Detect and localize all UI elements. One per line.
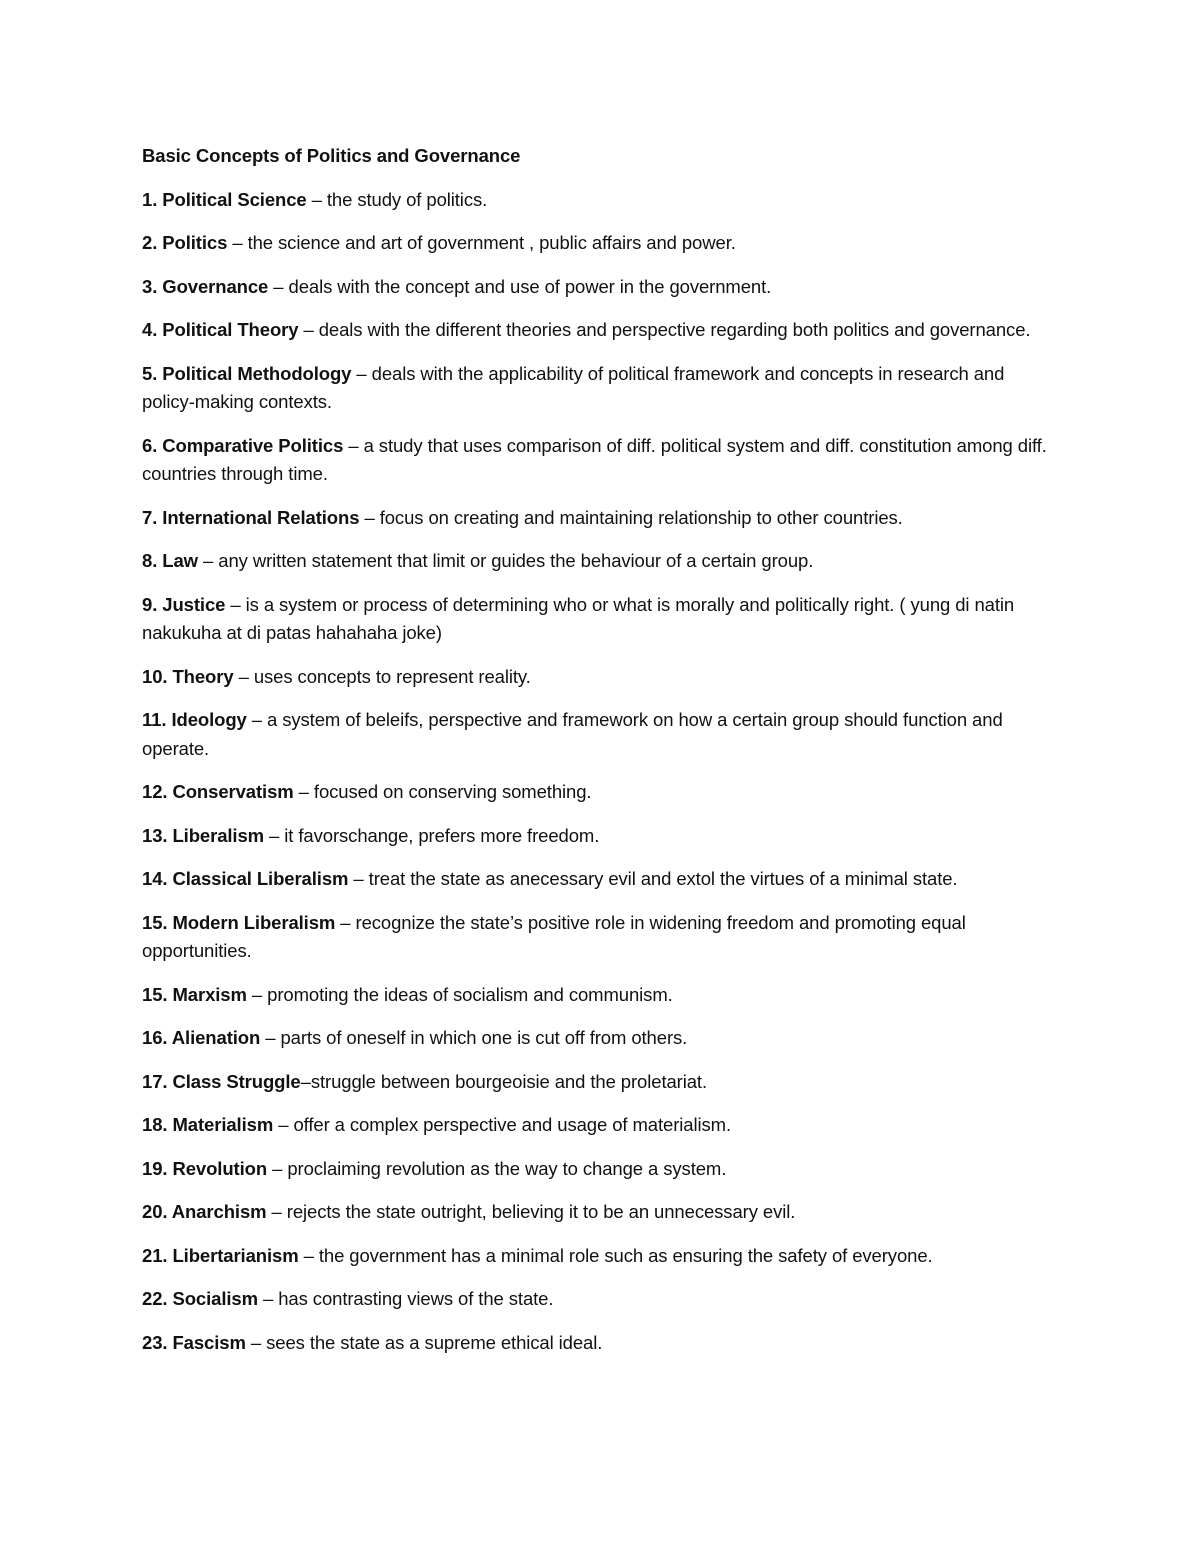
- entry-number: 8.: [142, 550, 158, 571]
- glossary-list: [142, 186, 1052, 1358]
- entry-number: 6.: [142, 434, 158, 456]
- entry-number: 22.: [142, 1288, 168, 1309]
- entry-term-name: Theory: [172, 665, 234, 687]
- entry-definition: deals with the applicability of political framework and concepts in research and policy-making contexts.: [142, 362, 1005, 412]
- entry-term-name: Conservatism: [172, 781, 294, 802]
- entry-term: [142, 1027, 260, 1048]
- entry-definition: the science and art of government , public affairs and power.: [247, 232, 736, 253]
- entry-term: [142, 276, 268, 297]
- entry-definition: deals with the different theories and perspective regarding both politics and governance.: [318, 319, 1031, 340]
- entry-term-name: Political Science: [162, 188, 307, 210]
- entry-term: [142, 319, 298, 340]
- entry-separator: –: [351, 362, 372, 384]
- entry-separator: –: [343, 434, 364, 456]
- entry-definition: focus on creating and maintaining relationship to other countries.: [379, 506, 903, 528]
- entry-term-name: Anarchism: [171, 1201, 267, 1222]
- entry-number: 13.: [142, 824, 168, 846]
- entry-separator: –: [264, 824, 285, 846]
- entry-definition: is a system or process of determining who or what is morally and politically right. ( yung di natin nakukuha at di patas hahahaha joke): [142, 593, 1015, 643]
- entry-number: 21.: [142, 1244, 168, 1266]
- entry-definition: uses concepts to represent reality.: [253, 665, 531, 687]
- entry-term-name: Marxism: [172, 983, 247, 1005]
- glossary-entry: [142, 1242, 1052, 1271]
- glossary-entry: [142, 1198, 1052, 1227]
- entry-term-name: Classical Liberalism: [172, 868, 349, 889]
- entry-term: [142, 1201, 267, 1222]
- entry-separator: –: [246, 983, 268, 1005]
- entry-separator: –: [227, 232, 248, 253]
- entry-term-name: Political Theory: [162, 319, 299, 340]
- glossary-entry: [142, 909, 1052, 966]
- entry-term: [142, 1158, 267, 1179]
- entry-separator: –: [233, 665, 254, 687]
- entry-definition: any written statement that limit or guides the behaviour of a certain group.: [218, 550, 814, 571]
- glossary-entry: [142, 360, 1052, 417]
- entry-number: 2.: [142, 232, 158, 253]
- entry-term: [142, 984, 247, 1005]
- entry-separator: –: [268, 275, 289, 297]
- entry-definition: struggle between bourgeoisie and the proletariat.: [310, 1070, 708, 1092]
- entry-term: [142, 435, 343, 456]
- entry-term-name: Justice: [162, 593, 226, 615]
- entry-number: 10.: [142, 665, 168, 687]
- entry-separator: –: [306, 188, 327, 210]
- entry-number: 17.: [142, 1070, 168, 1092]
- entry-separator: –: [197, 550, 219, 571]
- glossary-entry: [142, 1155, 1052, 1184]
- entry-term-name: Politics: [162, 232, 228, 253]
- entry-number: 16.: [142, 1027, 168, 1048]
- glossary-entry: [142, 981, 1052, 1010]
- entry-separator: –: [298, 319, 319, 340]
- entry-separator: –: [293, 781, 314, 802]
- entry-separator: –: [266, 1201, 287, 1222]
- entry-number: 19.: [142, 1157, 168, 1179]
- glossary-entry: [142, 229, 1052, 258]
- entry-term-name: Law: [162, 550, 198, 571]
- entry-term-name: Alienation: [171, 1027, 261, 1048]
- entry-number: 9.: [142, 593, 158, 615]
- entry-definition: the government has a minimal role such as ensuring the safety of everyone.: [318, 1244, 933, 1266]
- glossary-entry: [142, 706, 1052, 763]
- document-page: [142, 142, 1052, 1372]
- glossary-entry: [142, 273, 1052, 302]
- entry-definition: has contrasting views of the state.: [278, 1288, 554, 1309]
- entry-term: [142, 781, 294, 802]
- entry-separator: –: [359, 506, 380, 528]
- entry-separator: –: [300, 1070, 311, 1092]
- entry-term: [142, 1114, 273, 1135]
- entry-separator: –: [245, 1331, 267, 1353]
- entry-term: [142, 1288, 258, 1309]
- entry-definition: the study of politics.: [326, 188, 488, 210]
- entry-separator: –: [298, 1244, 319, 1266]
- entry-separator: –: [225, 593, 246, 615]
- entry-term-name: Governance: [162, 275, 269, 297]
- glossary-entry: [142, 316, 1052, 345]
- entry-term-name: International Relations: [162, 506, 360, 528]
- entry-number: 23.: [142, 1331, 168, 1353]
- glossary-entry: [142, 663, 1052, 692]
- entry-number: 11.: [142, 709, 167, 730]
- entry-term: [142, 912, 335, 933]
- glossary-entry: [142, 865, 1052, 894]
- entry-term-name: Liberalism: [172, 824, 265, 846]
- entry-term-name: Comparative Politics: [162, 434, 344, 456]
- glossary-entry: [142, 432, 1052, 489]
- entry-number: 15.: [142, 983, 168, 1005]
- entry-separator: –: [260, 1027, 281, 1048]
- entry-definition: deals with the concept and use of power in the government.: [288, 275, 772, 297]
- glossary-entry: [142, 1024, 1052, 1053]
- glossary-entry: [142, 591, 1052, 648]
- entry-number: 7.: [142, 506, 158, 528]
- glossary-entry: [142, 1111, 1052, 1140]
- entry-number: 14.: [142, 868, 168, 889]
- entry-term: [142, 709, 247, 730]
- document-title: Basic Concepts of Politics and Governance: [142, 145, 521, 166]
- entry-number: 1.: [142, 188, 158, 210]
- entry-term: [142, 507, 359, 528]
- glossary-entry: [142, 1329, 1052, 1358]
- glossary-entry: [142, 822, 1052, 851]
- glossary-entry: [142, 1068, 1052, 1097]
- entry-term-name: Political Methodology: [162, 362, 352, 384]
- entry-number: 3.: [142, 275, 158, 297]
- entry-separator: –: [257, 1288, 279, 1309]
- entry-term: [142, 363, 351, 384]
- entry-separator: –: [267, 1157, 288, 1179]
- entry-term-name: Class Struggle: [172, 1070, 301, 1092]
- entry-definition: a study that uses comparison of diff. political system and diff. constitution among diff. countries through time.: [142, 434, 1047, 484]
- glossary-entry: [142, 186, 1052, 215]
- entry-separator: –: [335, 911, 356, 933]
- entry-term: [142, 189, 307, 210]
- glossary-entry: [142, 504, 1052, 533]
- entry-term-name: Fascism: [172, 1331, 246, 1353]
- entry-definition: treat the state as anecessary evil and extol the virtues of a minimal state.: [368, 868, 958, 889]
- entry-term: [142, 868, 348, 889]
- entry-definition: rejects the state outright, believing it to be an unnecessary evil.: [286, 1201, 796, 1222]
- entry-term-name: Materialism: [172, 1114, 274, 1135]
- entry-definition: proclaiming revolution as the way to change a system.: [287, 1157, 727, 1179]
- entry-number: 18.: [142, 1114, 168, 1135]
- entry-number: 12.: [142, 781, 168, 802]
- entry-separator: –: [273, 1114, 294, 1135]
- entry-separator: –: [246, 709, 267, 730]
- entry-definition: recognize the state’s positive role in widening freedom and promoting equal opportunities.: [142, 911, 966, 961]
- entry-definition: it favorschange, prefers more freedom.: [284, 824, 600, 846]
- entry-term: [142, 232, 227, 253]
- entry-definition: a system of beleifs, perspective and framework on how a certain group should function and operate.: [142, 709, 1003, 759]
- entry-number: 5.: [142, 362, 158, 384]
- entry-term: [142, 550, 198, 571]
- entry-definition: promoting the ideas of socialism and communism.: [267, 983, 673, 1005]
- entry-definition: sees the state as a supreme ethical ideal.: [266, 1331, 603, 1353]
- entry-term-name: Ideology: [171, 709, 247, 730]
- entry-definition: parts of oneself in which one is cut off from others.: [280, 1027, 688, 1048]
- entry-term: [142, 666, 234, 687]
- entry-term-name: Libertarianism: [172, 1244, 299, 1266]
- entry-term-name: Modern Liberalism: [172, 911, 336, 933]
- entry-number: 20.: [142, 1201, 168, 1222]
- glossary-entry: [142, 547, 1052, 576]
- glossary-entry: [142, 778, 1052, 807]
- entry-term: [142, 825, 264, 846]
- entry-term: [142, 1071, 301, 1092]
- entry-separator: –: [348, 868, 369, 889]
- entry-definition: offer a complex perspective and usage of materialism.: [293, 1114, 732, 1135]
- entry-term-name: Socialism: [172, 1288, 258, 1309]
- glossary-entry: [142, 1285, 1052, 1314]
- entry-term-name: Revolution: [172, 1157, 268, 1179]
- entry-number: 15.: [142, 911, 168, 933]
- entry-term: [142, 594, 225, 615]
- entry-term: [142, 1245, 299, 1266]
- entry-number: 4.: [142, 319, 158, 340]
- entry-definition: focused on conserving something.: [313, 781, 592, 802]
- entry-term: [142, 1332, 246, 1353]
